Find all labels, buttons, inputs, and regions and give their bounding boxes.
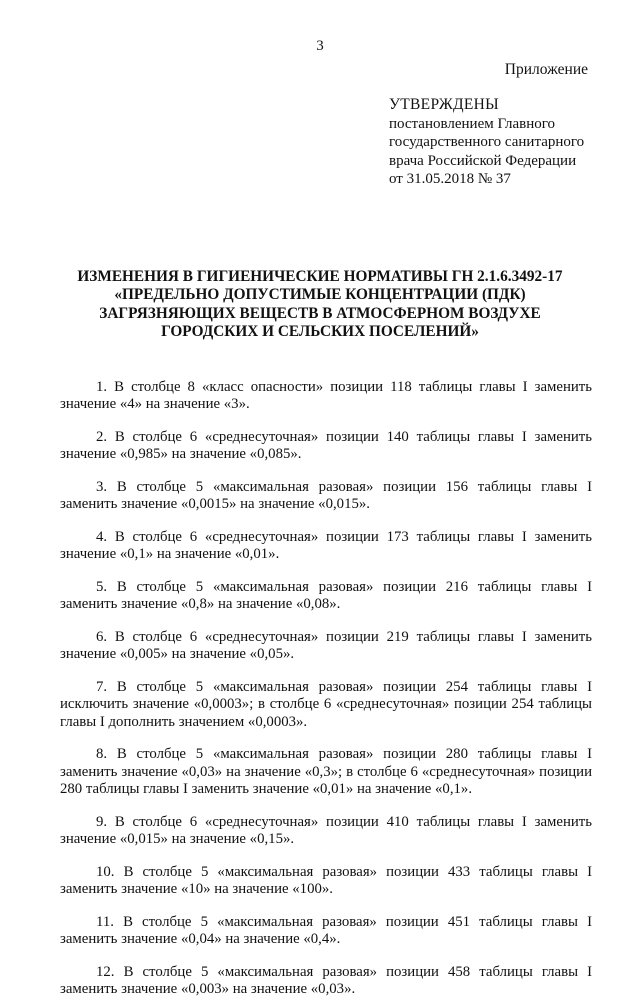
item-text: В столбце 5 «максимальная разовая» позиции 156 таблицы главы I заменить значение «0,0015» на значение «0,015». <box>60 478 592 513</box>
item-number: 2. <box>96 428 108 445</box>
approval-heading: УТВЕРЖДЕНЫ <box>389 96 499 113</box>
list-item <box>60 864 592 899</box>
item-number: 11. <box>96 913 114 930</box>
item-text: В столбце 5 «максимальная разовая» позиции 280 таблицы главы I заменить значение «0,03» на значение «0,3»; в столбце 6 «среднесуточная» позиции 280 таблицы главы I заменить значение «0,01» на значение «0,1». <box>60 746 592 798</box>
item-text: В столбце 5 «максимальная разовая» позиции 254 таблицы главы I исключить значение «0,0003»; в столбце 6 «среднесуточная» позиции 254 таблицы главы I дополнить значением «0,0003». <box>60 678 592 730</box>
item-text: В столбце 6 «среднесуточная» позиции 173 таблицы главы I заменить значение «0,1» на значение «0,01». <box>60 528 592 563</box>
item-text: В столбце 8 «класс опасности» позиции 118 таблицы главы I заменить значение «4» на значение «3». <box>60 378 592 413</box>
title-line: ИЗМЕНЕНИЯ В ГИГИЕНИЧЕСКИЕ НОРМАТИВЫ ГН 2.1.6.3492-17 <box>77 268 563 285</box>
list-item <box>60 429 592 464</box>
list-item <box>60 679 592 732</box>
approval-block <box>389 96 584 189</box>
list-item <box>60 379 592 414</box>
list-item <box>60 964 592 999</box>
item-text: В столбце 5 «максимальная разовая» позиции 216 таблицы главы I заменить значение «0,8» на значение «0,08». <box>60 578 592 613</box>
list-item <box>60 479 592 514</box>
item-number: 9. <box>96 813 108 830</box>
title-line: ЗАГРЯЗНЯЮЩИХ ВЕЩЕСТВ В АТМОСФЕРНОМ ВОЗДУХЕ <box>99 304 541 322</box>
item-number: 7. <box>96 678 108 695</box>
list-item <box>60 914 592 949</box>
item-number: 6. <box>96 628 108 645</box>
list-item <box>60 814 592 849</box>
amendments-list <box>60 364 592 999</box>
item-text: В столбце 6 «среднесуточная» позиции 219 таблицы главы I заменить значение «0,005» на значение «0,05». <box>60 628 592 663</box>
item-text: В столбце 6 «среднесуточная» позиции 140 таблицы главы I заменить значение «0,985» на значение «0,085». <box>60 428 592 463</box>
item-number: 4. <box>96 528 108 545</box>
document-title <box>40 268 600 341</box>
item-number: 10. <box>96 863 115 880</box>
title-line: ГОРОДСКИХ И СЕЛЬСКИХ ПОСЕЛЕНИЙ» <box>161 322 479 340</box>
item-number: 1. <box>96 378 108 395</box>
approval-date-line: от 31.05.2018 № 37 <box>389 171 511 187</box>
item-text: В столбце 6 «среднесуточная» позиции 410 таблицы главы I заменить значение «0,015» на значение «0,15». <box>60 813 592 848</box>
item-number: 12. <box>96 963 115 980</box>
appendix-label: Приложение <box>504 61 588 78</box>
item-number: 5. <box>96 578 108 595</box>
item-text: В столбце 5 «максимальная разовая» позиции 433 таблицы главы I заменить значение «10» на значение «100». <box>60 863 593 898</box>
approval-line: государственного санитарного <box>389 134 585 150</box>
list-item <box>60 579 592 614</box>
page-number: 3 <box>316 38 324 54</box>
item-text: В столбце 5 «максимальная разовая» позиции 458 таблицы главы I заменить значение «0,003» на значение «0,03». <box>60 963 593 998</box>
item-text: В столбце 5 «максимальная разовая» позиции 451 таблицы главы I заменить значение «0,04» на значение «0,4». <box>60 913 592 948</box>
list-item <box>60 529 592 564</box>
item-number: 3. <box>96 478 108 495</box>
approval-line: постановлением Главного <box>389 115 556 132</box>
list-item <box>60 746 592 799</box>
item-number: 8. <box>96 746 108 763</box>
approval-line: врача Российской Федерации <box>389 152 577 169</box>
list-item <box>60 629 592 664</box>
title-line: «ПРЕДЕЛЬНО ДОПУСТИМЫЕ КОНЦЕНТРАЦИИ (ПДК) <box>114 286 526 304</box>
